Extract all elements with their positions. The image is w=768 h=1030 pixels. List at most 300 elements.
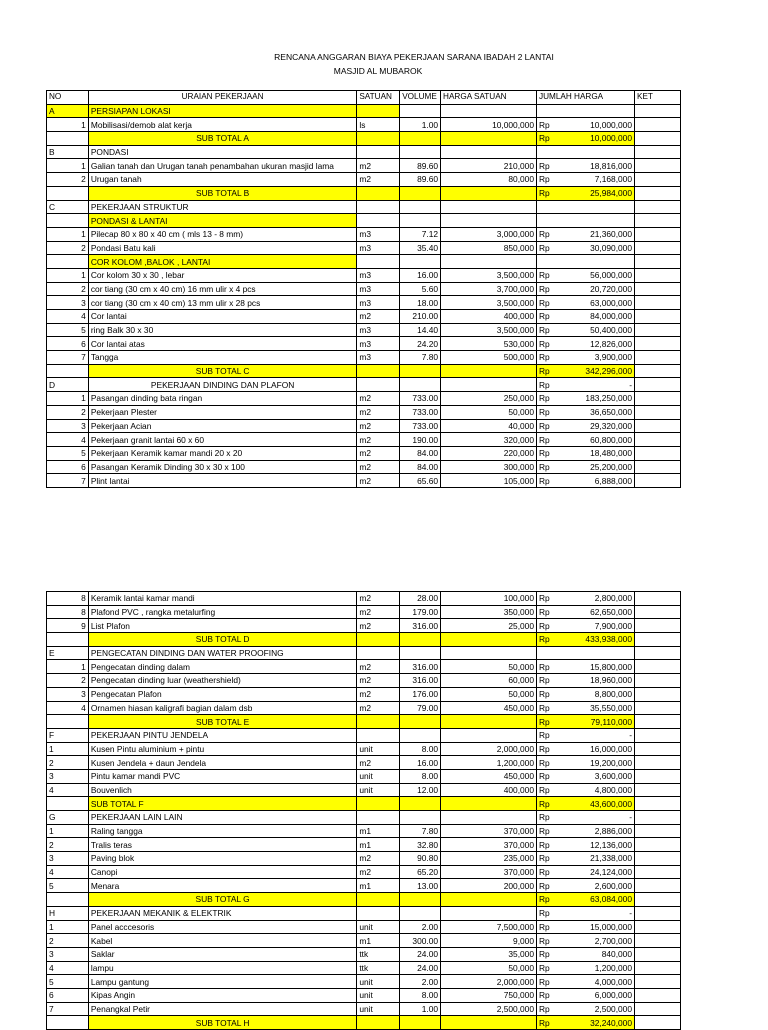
ket-cell [635,687,681,701]
item-unit-price: 530,000 [441,337,537,351]
item-unit: unit [357,920,400,934]
section-title: COR KOLOM ,BALOK , LANTAI [88,255,357,269]
subtotal-label: SUB TOTAL G [88,893,357,907]
item-unit: m3 [357,351,400,365]
item-description: Pasangan dinding bata ringan [88,392,357,406]
item-unit-price: 2,000,000 [441,975,537,989]
item-unit: unit [357,783,400,797]
empty-cell [441,646,537,660]
item-number: 5 [47,975,89,989]
jumlah-harga-cell [537,1002,635,1016]
ket-cell [635,756,681,770]
item-description: Cor lantai [88,310,357,324]
item-description: Paving blok [88,852,357,866]
item-unit: m3 [357,323,400,337]
ket-cell [635,988,681,1002]
item-number: 4 [47,310,89,324]
item-unit: m2 [357,701,400,715]
item-row [47,310,681,324]
item-volume: 12.00 [400,783,441,797]
currency-label: Rp [539,366,550,377]
header-uraian: URAIAN PEKERJAAN [88,91,357,105]
total-amount: 15,000,000 [590,921,632,932]
currency-label: Rp [539,702,550,713]
section-title: PEKERJAAN MEKANIK & ELEKTRIK [88,906,357,920]
item-volume: 32.80 [400,838,441,852]
ket-cell [635,769,681,783]
subtotal-row [47,715,681,729]
item-description: Menara [88,879,357,893]
empty-cell [537,646,635,660]
ket-cell [635,323,681,337]
section-header-row [47,145,681,159]
item-volume: 300.00 [400,934,441,948]
total-amount: 2,886,000 [594,826,632,837]
empty-cell [400,186,441,200]
subtotal-label: SUB TOTAL A [88,132,357,146]
item-unit-price: 1,200,000 [441,756,537,770]
item-volume: 84.00 [400,446,441,460]
item-unit: m3 [357,282,400,296]
ket-cell [635,419,681,433]
item-description: ring Balk 30 x 30 [88,323,357,337]
item-number: 2 [47,405,89,419]
ket-cell [635,1002,681,1016]
item-number: 5 [47,323,89,337]
item-unit: m3 [357,227,400,241]
empty-cell [47,715,89,729]
total-amount: 840,000 [601,949,632,960]
ket-cell [635,605,681,619]
subtotal-label: SUB TOTAL F [88,797,357,811]
empty-cell [357,893,400,907]
ket-cell [635,633,681,647]
empty-cell [441,811,537,825]
item-unit-price: 50,000 [441,405,537,419]
item-unit-price: 80,000 [441,173,537,187]
jumlah-harga-cell [537,419,635,433]
item-volume: 179.00 [400,605,441,619]
subtotal-row [47,132,681,146]
subtotal-label: SUB TOTAL D [88,633,357,647]
empty-cell [537,200,635,214]
item-volume: 5.60 [400,282,441,296]
ket-cell [635,646,681,660]
empty-cell [357,797,400,811]
currency-label: Rp [539,921,550,932]
ket-cell [635,934,681,948]
empty-cell [400,104,441,118]
item-unit-price: 105,000 [441,474,537,488]
item-description: Pekerjaan granit lantai 60 x 60 [88,433,357,447]
empty-cell [441,906,537,920]
ket-cell [635,241,681,255]
jumlah-harga-cell [537,865,635,879]
empty-cell [357,132,400,146]
item-description: List Plafon [88,619,357,633]
item-unit-price: 320,000 [441,433,537,447]
item-row [47,879,681,893]
item-row [47,934,681,948]
ket-cell [635,811,681,825]
section-title: PONDASI [88,145,357,159]
empty-cell [357,906,400,920]
table-header-row [47,91,681,105]
ket-cell [635,378,681,392]
item-unit: m2 [357,852,400,866]
currency-label: Rp [539,675,550,686]
section-letter: G [47,811,89,825]
empty-cell [441,728,537,742]
item-row [47,824,681,838]
item-volume: 1.00 [400,1002,441,1016]
total-amount: 63,084,000 [590,894,632,905]
section-letter: F [47,728,89,742]
currency-label: Rp [539,338,550,349]
item-description: Pekerjaan Keramik kamar mandi 20 x 20 [88,446,357,460]
total-amount: 19,200,000 [590,757,632,768]
item-number: 2 [47,934,89,948]
item-unit-price: 2,000,000 [441,742,537,756]
item-number: 6 [47,460,89,474]
item-unit-price: 400,000 [441,783,537,797]
item-unit: m2 [357,419,400,433]
empty-cell [47,633,89,647]
item-unit: m2 [357,687,400,701]
currency-label: Rp [539,976,550,987]
item-row [47,282,681,296]
item-unit-price: 10,000,000 [441,118,537,132]
item-description: Saklar [88,947,357,961]
total-amount: 18,480,000 [590,448,632,459]
item-unit: unit [357,769,400,783]
item-description: Pengecatan dinding luar (weathershield) [88,674,357,688]
empty-cell [400,728,441,742]
item-number: 3 [47,769,89,783]
item-unit-price: 500,000 [441,351,537,365]
subtotal-label: SUB TOTAL C [88,364,357,378]
item-unit-price: 850,000 [441,241,537,255]
item-description: cor tiang (30 cm x 40 cm) 16 mm ulir x 4 pcs [88,282,357,296]
jumlah-harga-cell [537,769,635,783]
ket-cell [635,824,681,838]
item-description: Galian tanah dan Urugan tanah penambahan ukuran masjid lama [88,159,357,173]
item-unit-price: 3,500,000 [441,268,537,282]
item-unit: m2 [357,446,400,460]
empty-cell [441,145,537,159]
item-description: Cor kolom 30 x 30 , lebar [88,268,357,282]
ket-cell [635,227,681,241]
jumlah-harga-cell [537,378,635,392]
ket-cell [635,282,681,296]
empty-cell [400,715,441,729]
ket-cell [635,364,681,378]
ket-cell [635,660,681,674]
total-amount: 433,938,000 [585,634,632,645]
subtotal-row [47,1016,681,1030]
item-number: 1 [47,392,89,406]
empty-cell [400,906,441,920]
currency-label: Rp [539,420,550,431]
item-row [47,838,681,852]
ket-cell [635,715,681,729]
item-description: Ornamen hiasan kaligrafi bagian dalam dsb [88,701,357,715]
item-volume: 24.20 [400,337,441,351]
currency-label: Rp [539,689,550,700]
item-description: Canopi [88,865,357,879]
item-row [47,687,681,701]
currency-label: Rp [539,283,550,294]
item-unit: m2 [357,756,400,770]
section-letter: E [47,646,89,660]
item-unit-price: 200,000 [441,879,537,893]
jumlah-harga-cell [537,159,635,173]
item-row [47,446,681,460]
jumlah-harga-cell [537,824,635,838]
jumlah-harga-cell [537,756,635,770]
item-number: 1 [47,920,89,934]
ket-cell [635,392,681,406]
total-amount: - [629,379,632,390]
currency-label: Rp [539,620,550,631]
jumlah-harga-cell [537,605,635,619]
empty-cell [537,255,635,269]
item-unit: ttk [357,961,400,975]
document-subtitle: MASJID AL MUBAROK [333,66,423,76]
currency-label: Rp [539,229,550,240]
total-amount: 342,296,000 [585,366,632,377]
item-volume: 89.60 [400,159,441,173]
section-title: PEKERJAAN STRUKTUR [88,200,357,214]
item-unit-price: 40,000 [441,419,537,433]
total-amount: 3,900,000 [594,352,632,363]
empty-cell [400,1016,441,1030]
item-unit: m2 [357,619,400,633]
empty-cell [400,364,441,378]
empty-cell [357,364,400,378]
section-title: PEKERJAAN DINDING DAN PLAFON [88,378,357,392]
ket-cell [635,405,681,419]
empty-cell [441,1016,537,1030]
item-row [47,865,681,879]
item-volume: 90.80 [400,852,441,866]
item-volume: 18.00 [400,296,441,310]
currency-label: Rp [539,174,550,185]
empty-cell [47,186,89,200]
jumlah-harga-cell [537,446,635,460]
empty-cell [47,132,89,146]
ket-cell [635,674,681,688]
item-description: Pintu kamar mandi PVC [88,769,357,783]
item-number: 2 [47,674,89,688]
budget-table-part-2 [46,591,681,1030]
ket-cell [635,351,681,365]
section-header-row [47,728,681,742]
header-ket: KET [635,91,681,105]
jumlah-harga-cell [537,701,635,715]
item-unit: m1 [357,879,400,893]
total-amount: 7,168,000 [594,174,632,185]
jumlah-harga-cell [537,838,635,852]
item-row [47,227,681,241]
jumlah-harga-cell [537,173,635,187]
currency-label: Rp [539,634,550,645]
empty-cell [357,255,400,269]
section-letter: C [47,200,89,214]
item-number: 4 [47,783,89,797]
item-row [47,323,681,337]
ket-cell [635,797,681,811]
item-row [47,337,681,351]
subtotal-row [47,633,681,647]
currency-label: Rp [539,990,550,1001]
item-row [47,592,681,606]
item-unit: m1 [357,824,400,838]
jumlah-harga-cell [537,961,635,975]
item-volume: 84.00 [400,460,441,474]
item-volume: 28.00 [400,592,441,606]
item-description: Kusen Jendela + daun Jendela [88,756,357,770]
empty-cell [441,186,537,200]
subtotal-row [47,186,681,200]
jumlah-harga-cell [537,323,635,337]
currency-label: Rp [539,393,550,404]
ket-cell [635,268,681,282]
jumlah-harga-cell [537,310,635,324]
ket-cell [635,619,681,633]
item-description: Tralis teras [88,838,357,852]
item-number: 7 [47,1002,89,1016]
ket-cell [635,296,681,310]
total-amount: 4,000,000 [594,976,632,987]
total-amount: 56,000,000 [590,270,632,281]
total-amount: 36,650,000 [590,407,632,418]
item-row [47,756,681,770]
item-description: Lampu gantung [88,975,357,989]
empty-cell [357,1016,400,1030]
jumlah-harga-cell [537,988,635,1002]
item-row [47,988,681,1002]
empty-cell [400,893,441,907]
item-unit-price: 370,000 [441,865,537,879]
currency-label: Rp [539,730,550,741]
total-amount: 6,888,000 [594,475,632,486]
item-unit-price: 350,000 [441,605,537,619]
jumlah-harga-cell [537,975,635,989]
currency-label: Rp [539,1017,550,1028]
total-amount: 12,826,000 [590,338,632,349]
currency-label: Rp [539,826,550,837]
currency-label: Rp [539,853,550,864]
item-row [47,852,681,866]
item-number: 5 [47,446,89,460]
total-amount: 25,200,000 [590,461,632,472]
item-unit-price: 50,000 [441,961,537,975]
currency-label: Rp [539,784,550,795]
empty-cell [400,200,441,214]
jumlah-harga-cell [537,906,635,920]
item-unit: m2 [357,173,400,187]
ket-cell [635,838,681,852]
ket-cell [635,460,681,474]
currency-label: Rp [539,325,550,336]
item-unit-price: 60,000 [441,674,537,688]
ket-cell [635,446,681,460]
total-amount: 7,900,000 [594,620,632,631]
ket-cell [635,701,681,715]
currency-label: Rp [539,757,550,768]
currency-label: Rp [539,475,550,486]
empty-cell [357,715,400,729]
item-volume: 7.80 [400,824,441,838]
subtotal-row [47,364,681,378]
item-description: Pasangan Keramik Dinding 30 x 30 x 100 [88,460,357,474]
empty-cell [47,364,89,378]
item-number: 6 [47,988,89,1002]
total-amount: 15,800,000 [590,661,632,672]
total-amount: 43,600,000 [590,798,632,809]
item-row [47,701,681,715]
item-number: 8 [47,605,89,619]
item-unit-price: 450,000 [441,769,537,783]
empty-cell [357,145,400,159]
empty-cell [537,104,635,118]
item-row [47,975,681,989]
ket-cell [635,214,681,228]
item-unit-price: 2,500,000 [441,1002,537,1016]
total-amount: 2,600,000 [594,880,632,891]
ket-cell [635,975,681,989]
total-amount: 62,650,000 [590,607,632,618]
item-volume: 7.12 [400,227,441,241]
budget-table-part-1 [46,90,681,488]
ket-cell [635,865,681,879]
item-volume: 13.00 [400,879,441,893]
item-row [47,619,681,633]
empty-cell [47,797,89,811]
empty-cell [441,255,537,269]
jumlah-harga-cell [537,296,635,310]
total-amount: 50,400,000 [590,325,632,336]
item-unit-price: 35,000 [441,947,537,961]
jumlah-harga-cell [537,392,635,406]
section-header-row [47,200,681,214]
item-description: Mobilisasi/demob alat kerja [88,118,357,132]
item-number: 3 [47,296,89,310]
header-satuan: SATUAN [357,91,400,105]
item-volume: 316.00 [400,660,441,674]
item-number: 1 [47,824,89,838]
item-volume: 8.00 [400,988,441,1002]
total-amount: 21,338,000 [590,853,632,864]
jumlah-harga-cell [537,282,635,296]
empty-cell [441,797,537,811]
item-volume: 16.00 [400,756,441,770]
item-row [47,419,681,433]
item-volume: 65.60 [400,474,441,488]
item-unit: ls [357,118,400,132]
subtotal-row [47,797,681,811]
item-unit: m2 [357,605,400,619]
item-number: 2 [47,756,89,770]
item-unit: unit [357,975,400,989]
ket-cell [635,104,681,118]
item-description: Kabel [88,934,357,948]
currency-label: Rp [539,297,550,308]
section-letter: H [47,906,89,920]
item-number: 1 [47,227,89,241]
item-row [47,173,681,187]
